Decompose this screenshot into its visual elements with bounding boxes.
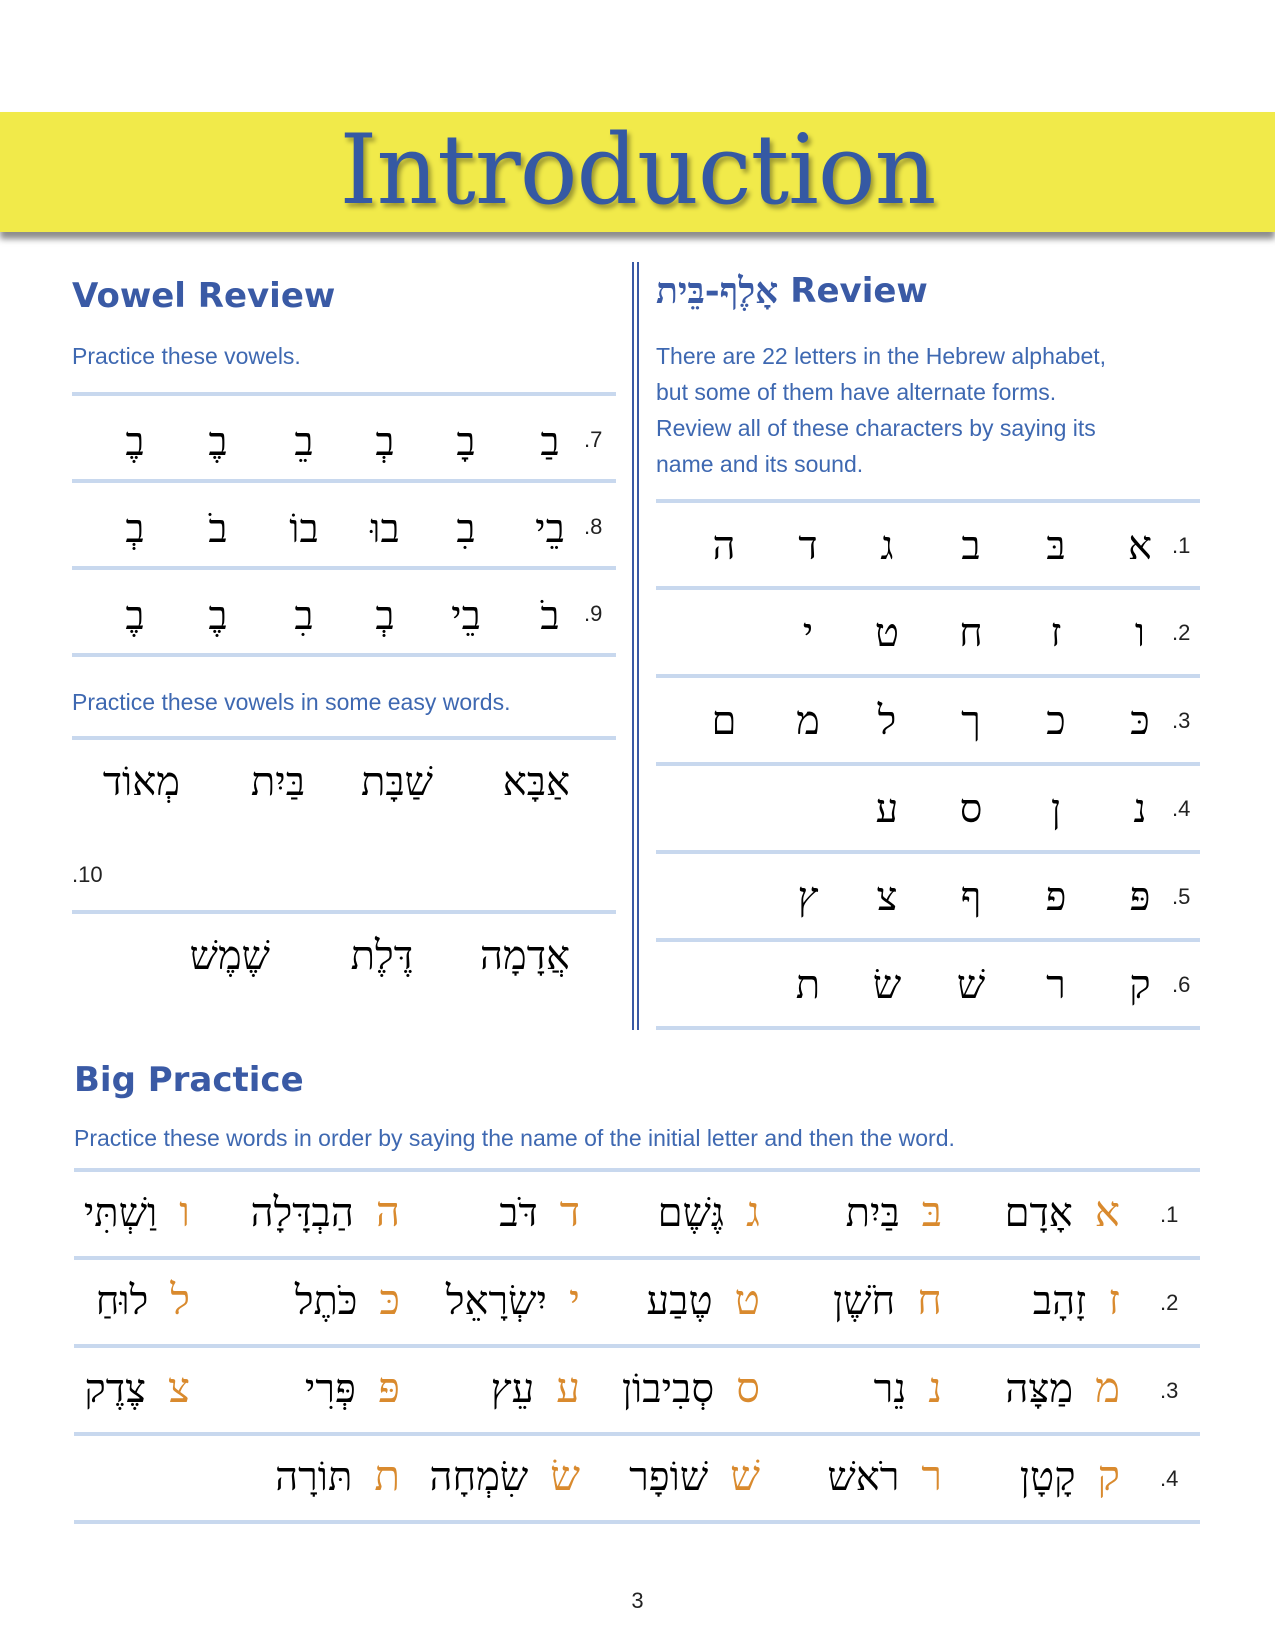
- vowel-review-instruction: Practice these vowels.: [72, 343, 301, 369]
- row-number: .2: [1172, 620, 1191, 645]
- initial-letter: כּ: [379, 1275, 400, 1324]
- row-number: .4: [1172, 796, 1191, 821]
- initial-letter: י: [568, 1275, 580, 1324]
- instruction-line: There are 22 letters in the Hebrew alphabet,: [656, 343, 1107, 369]
- divider-line: [74, 1168, 1200, 1172]
- initial-letter: ז: [1108, 1275, 1120, 1324]
- practice-word: טֶבַע: [646, 1278, 713, 1324]
- hebrew-letter: ן: [1050, 786, 1062, 832]
- practice-entry: [430, 1450, 580, 1503]
- big-practice-instruction: Practice these words in order by saying the name of the initial letter and then the word.: [74, 1125, 955, 1151]
- initial-letter: ו: [179, 1187, 190, 1236]
- row-number: .3: [1172, 708, 1191, 733]
- vowel-item: בוֹ: [289, 506, 319, 552]
- practice-entry: [84, 1362, 190, 1415]
- initial-letter: ת: [374, 1451, 400, 1500]
- row-number: .1: [1160, 1202, 1179, 1227]
- hebrew-letter: ת: [795, 962, 821, 1008]
- practice-word: אָדָם: [1004, 1190, 1073, 1236]
- divider-line: [74, 1520, 1200, 1524]
- instruction-line: Review all of these characters by saying its: [656, 415, 1096, 441]
- practice-word: נֵר: [873, 1366, 907, 1412]
- row-number: .6: [1172, 972, 1191, 997]
- practice-entry: [622, 1362, 760, 1415]
- hebrew-letter: ס: [959, 786, 983, 832]
- vowel-item: בֵי: [451, 593, 481, 639]
- practice-entry: [846, 1186, 942, 1239]
- vowel-item: בִ: [294, 593, 314, 639]
- instruction-line: but some of them have alternate forms.: [656, 379, 1057, 405]
- practice-entry: [1033, 1274, 1120, 1327]
- divider-line: [72, 392, 616, 396]
- hebrew-letter: שׁ: [956, 962, 986, 1008]
- practice-entry: [446, 1274, 580, 1327]
- hebrew-letter: בּ: [1046, 523, 1066, 569]
- vowel-item: בוּ: [370, 506, 400, 552]
- practice-entry: [96, 1274, 190, 1327]
- divider-line: [656, 850, 1200, 854]
- divider-line: [656, 499, 1200, 503]
- hebrew-letter: פּ: [1129, 874, 1151, 920]
- hebrew-letter: י: [802, 610, 814, 656]
- practice-entry: [1005, 1186, 1120, 1239]
- hebrew-letter: ל: [877, 698, 897, 744]
- practice-word: צֶדֶק: [84, 1366, 146, 1412]
- vowel-item: בֶ: [208, 419, 228, 465]
- vowel-item: בְ: [375, 593, 395, 639]
- column-divider: [632, 262, 639, 1030]
- divider-line: [74, 1256, 1200, 1260]
- hebrew-letter: שׂ: [872, 962, 902, 1008]
- initial-letter: ה: [375, 1187, 400, 1236]
- initial-letter: צ: [167, 1363, 190, 1412]
- title-banner: [0, 112, 1275, 232]
- divider-line: [72, 566, 616, 570]
- vowel-item: בְ: [125, 506, 145, 552]
- page-number: 3: [631, 1588, 644, 1613]
- practice-entry: [874, 1362, 942, 1415]
- divider-line: [72, 910, 616, 914]
- vowel-item: בֹ: [540, 593, 560, 639]
- initial-letter: ג: [746, 1187, 760, 1236]
- hebrew-letter: ק: [1129, 962, 1151, 1008]
- hebrew-letter: ט: [874, 610, 900, 656]
- divider-line: [656, 674, 1200, 678]
- row-number: .7: [584, 427, 603, 452]
- hebrew-letter: מ: [796, 698, 820, 744]
- vowel-item: בֶ: [125, 419, 145, 465]
- row-number: .4: [1160, 1466, 1179, 1491]
- hebrew-letter: ד: [798, 523, 818, 569]
- practice-word: זָהָב: [1032, 1278, 1087, 1324]
- practice-entry: [491, 1362, 580, 1415]
- instruction-line: name and its sound.: [656, 451, 864, 477]
- practice-entry: [1020, 1450, 1120, 1503]
- practice-word: קָטָן: [1019, 1454, 1076, 1500]
- hebrew-letter: ג: [880, 523, 894, 569]
- row-number: .9: [584, 601, 603, 626]
- divider-line: [656, 1026, 1200, 1030]
- practice-word: רֹאשׁ: [827, 1454, 900, 1500]
- row-number: .8: [584, 514, 603, 539]
- vowel-word: שֶׁמֶשׁ: [189, 933, 270, 979]
- initial-letter: ס: [736, 1363, 760, 1412]
- practice-entry: [84, 1186, 190, 1239]
- practice-entry: [629, 1450, 760, 1503]
- practice-word: מַצָּה: [1005, 1366, 1074, 1412]
- practice-word: תּוֹרָה: [275, 1454, 353, 1500]
- divider-line: [656, 938, 1200, 942]
- divider-line: [656, 762, 1200, 766]
- practice-word: לוּחַ: [95, 1278, 149, 1324]
- hebrew-letter: ב: [961, 523, 981, 569]
- vowel-item: בֶ: [125, 593, 145, 639]
- vowel-review-title: Vowel Review: [72, 276, 336, 316]
- hebrew-letter: ר: [1046, 962, 1066, 1008]
- practice-entry: [305, 1362, 400, 1415]
- initial-letter: ע: [556, 1363, 580, 1412]
- practice-entry: [499, 1186, 580, 1239]
- hebrew-letter: פ: [1045, 874, 1067, 920]
- practice-entry: [833, 1274, 942, 1327]
- hebrew-letter: ז: [1050, 610, 1062, 656]
- vowel-word: שַׁבָּת: [361, 759, 433, 805]
- hebrew-letter: צ: [876, 874, 898, 920]
- vowel-item: בַ: [540, 419, 560, 465]
- divider-line: [74, 1432, 1200, 1436]
- practice-word: דֹּב: [499, 1190, 538, 1236]
- practice-entry: [658, 1186, 760, 1239]
- initial-letter: ר: [921, 1451, 942, 1500]
- vowel-word: דֶּלֶת: [350, 933, 413, 979]
- practice-entry: [295, 1274, 400, 1327]
- vowel-word: מְאוֹד: [102, 759, 180, 805]
- initial-letter: ד: [559, 1187, 580, 1236]
- divider-line: [74, 1344, 1200, 1348]
- initial-letter: א: [1094, 1187, 1120, 1236]
- hebrew-letter: ח: [959, 610, 983, 656]
- row-number: .2: [1160, 1290, 1179, 1315]
- initial-letter: ק: [1097, 1451, 1120, 1500]
- initial-letter: מ: [1095, 1363, 1120, 1412]
- vowel-item: בֶ: [208, 593, 228, 639]
- hebrew-letter: ע: [875, 786, 899, 832]
- vowel-word: אֲדָמָה: [480, 933, 570, 979]
- practice-word: שִׂמְחָה: [429, 1454, 529, 1500]
- page-title: Introduction: [339, 114, 936, 226]
- hebrew-letter: ך: [961, 698, 981, 744]
- practice-word: יִשְׂרָאֵל: [445, 1278, 547, 1324]
- initial-letter: שׂ: [550, 1451, 580, 1500]
- practice-word: בַּיִת: [845, 1190, 900, 1236]
- hebrew-letter: א: [1127, 523, 1153, 569]
- divider-line: [72, 653, 616, 657]
- row-number: .10: [72, 862, 103, 887]
- vowel-item: בָ: [456, 419, 476, 465]
- practice-entry: [827, 1450, 942, 1503]
- vowel-item: בֵי: [535, 506, 565, 552]
- practice-word: שׁוֹפָר: [629, 1454, 709, 1500]
- row-number: .1: [1172, 533, 1191, 558]
- hebrew-letter: ף: [960, 874, 982, 920]
- practice-word: וַשְׁתִּי: [83, 1190, 158, 1236]
- alef-bet-instruction: [656, 338, 1106, 482]
- initial-letter: ח: [917, 1275, 942, 1324]
- divider-line: [72, 736, 616, 740]
- practice-entry: [1005, 1362, 1120, 1415]
- alef-bet-hebrew-title: אָלֶף-בֵּית: [656, 270, 779, 312]
- hebrew-letter: כּ: [1130, 698, 1150, 744]
- row-number: .5: [1172, 884, 1191, 909]
- initial-letter: ל: [170, 1275, 190, 1324]
- row-number: .3: [1160, 1378, 1179, 1403]
- practice-entry: [251, 1186, 400, 1239]
- alef-bet-title-suffix: Review: [790, 271, 928, 311]
- vowel-word: אַבָּא: [502, 759, 570, 805]
- hebrew-letter: נ: [1133, 786, 1147, 832]
- initial-letter: שׁ: [730, 1451, 760, 1500]
- vowel-item: בֵ: [294, 419, 314, 465]
- practice-word: סְבִיבוֹן: [621, 1366, 715, 1412]
- vowel-word: בַּיִת: [250, 759, 305, 805]
- initial-letter: ט: [734, 1275, 760, 1324]
- practice-word: פְּרִי: [304, 1366, 356, 1412]
- divider-line: [72, 479, 616, 483]
- vowel-item: בְ: [375, 419, 395, 465]
- practice-word: כֹּתֶל: [294, 1278, 358, 1324]
- initial-letter: פּ: [377, 1363, 400, 1412]
- vowel-words-instruction: Practice these vowels in some easy words.: [72, 689, 511, 715]
- vowel-item: בִ: [456, 506, 476, 552]
- practice-word: הַבְדָּלָה: [250, 1190, 354, 1236]
- hebrew-letter: ם: [711, 698, 737, 744]
- practice-word: עֵץ: [490, 1366, 535, 1412]
- hebrew-letter: כ: [1046, 698, 1066, 744]
- practice-entry: [647, 1274, 760, 1327]
- initial-letter: נ: [928, 1363, 942, 1412]
- big-practice-title: Big Practice: [74, 1060, 304, 1100]
- hebrew-letter: ה: [712, 523, 736, 569]
- practice-entry: [275, 1450, 400, 1503]
- hebrew-letter: ץ: [797, 874, 819, 920]
- vowel-item: בֹ: [208, 506, 228, 552]
- initial-letter: בּ: [921, 1187, 942, 1236]
- practice-word: גֶּשֶׁם: [657, 1190, 725, 1236]
- practice-word: חֹשֶׁן: [832, 1278, 896, 1324]
- hebrew-letter: ו: [1134, 610, 1146, 656]
- divider-line: [656, 586, 1200, 590]
- alef-bet-review-title: [656, 270, 928, 312]
